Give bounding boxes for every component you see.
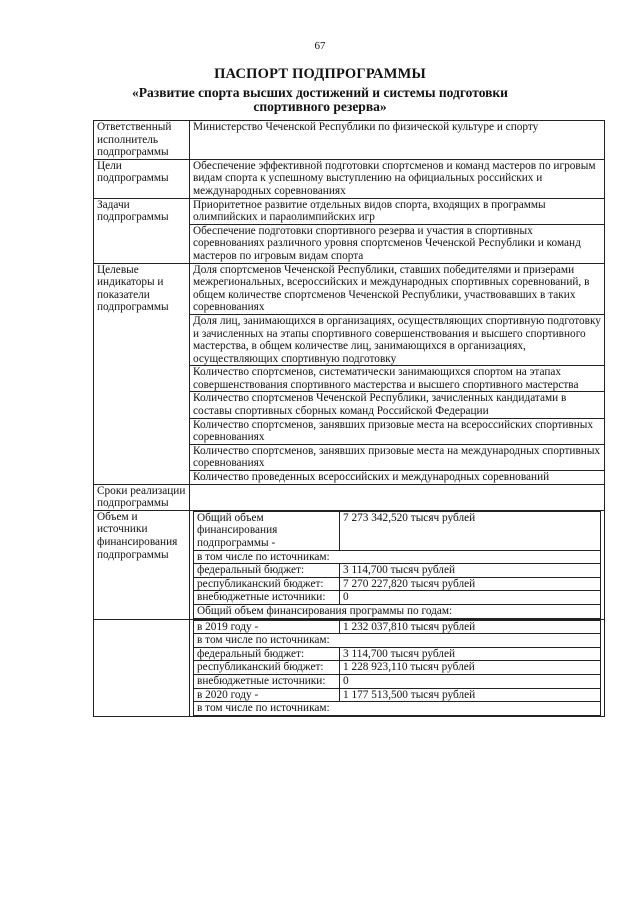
indicator-item: Количество спортсменов Чеченской Республики, зачисленных кандидатами в составы спортивных сборных команд Российской Федерации — [190, 392, 605, 418]
row-financing-years — [94, 619, 605, 716]
y2019-extra-label: внебюджетные источники: — [194, 674, 340, 688]
indicator-item: Доля спортсменов Чеченской Республики, ставших победителями и призерами межрегиональных, всероссийских и международных спортивных соревнований, в общем количестве спортсменов Чеченской Республики, участвовавших в таких соревнованиях — [190, 263, 605, 314]
y2019-value: 1 232 037,810 тысяч рублей — [340, 620, 601, 634]
task-item: Обеспечение подготовки спортивного резерва и участия в спортивных соревнованиях различного уровня спортсменов Чеченской Республики и команд мастеров по игровым видам спорта — [190, 224, 605, 263]
total-value: 7 273 342,520 тысяч рублей — [340, 511, 601, 550]
total-label: Общий объем финансирования подпрограммы - — [194, 511, 340, 550]
row-indicators — [94, 263, 605, 314]
sources-label: в том числе по источникам: — [194, 550, 601, 564]
indicator-item: Количество спортсменов, занявших призовые места на всероссийских спортивных соревнованиях — [190, 418, 605, 444]
republic-value: 7 270 227,820 тысяч рублей — [340, 577, 601, 591]
label-responsible: Ответственный исполнитель подпрограммы — [94, 121, 190, 160]
by-years-label: Общий объем финансирования программы по годам: — [194, 604, 601, 618]
row-goals — [94, 159, 605, 198]
y2020-sources-label: в том числе по источникам: — [194, 702, 601, 716]
financing-cell — [190, 510, 605, 619]
label-empty — [94, 619, 190, 716]
value-terms — [190, 484, 605, 510]
y2020-label: в 2020 году - — [194, 688, 340, 702]
indicator-item: Количество спортсменов, занявших призовые места на международных спортивных соревнованиях — [190, 444, 605, 470]
passport-table — [93, 120, 605, 717]
indicator-item: Количество спортсменов, систематически занимающихся спортом на этапах совершенствования спортивного мастерства и высшего спортивного мастерства — [190, 366, 605, 392]
extra-label: внебюджетные источники: — [194, 591, 340, 605]
years-cell — [190, 619, 605, 716]
document-title: ПАСПОРТ ПОДПРОГРАММЫ — [214, 66, 426, 82]
y2019-sources-label: в том числе по источникам: — [194, 634, 601, 648]
page-number: 67 — [314, 40, 326, 52]
y2019-federal-label: федеральный бюджет: — [194, 647, 340, 661]
y2020-value: 1 177 513,500 тысяч рублей — [340, 688, 601, 702]
y2019-label: в 2019 году - — [194, 620, 340, 634]
task-item: Приоритетное развитие отдельных видов спорта, входящих в программы олимпийских и параолимпийских игр — [190, 198, 605, 224]
republic-label: республиканский бюджет: — [194, 577, 340, 591]
indicator-item: Количество проведенных всероссийских и международных соревнований — [190, 471, 605, 485]
label-financing: Объем и источники финансирования подпрограммы — [94, 510, 190, 619]
value-goals: Обеспечение эффективной подготовки спортсменов и команд мастеров по игровым видам спорта к успешному выступлению на официальных российских и международных соревнованиях — [190, 159, 605, 198]
label-indicators: Целевые индикаторы и показатели подпрограммы — [94, 263, 190, 484]
federal-label: федеральный бюджет: — [194, 564, 340, 578]
document-subtitle: «Развитие спорта высших достижений и системы подготовки спортивного резерва» — [132, 85, 508, 114]
value-responsible: Министерство Чеченской Республики по физической культуре и спорту — [190, 121, 605, 160]
years-table — [193, 620, 601, 716]
y2019-federal-value: 3 114,700 тысяч рублей — [340, 647, 601, 661]
y2019-extra-value: 0 — [340, 674, 601, 688]
row-responsible — [94, 121, 605, 160]
row-terms — [94, 484, 605, 510]
indicator-item: Доля лиц, занимающихся в организациях, осуществляющих спортивную подготовку и зачисленных на этапы спортивного совершенствования и высшего спортивного мастерства, в общем количестве лиц, занимающихся в организациях, осуществляющих спортивную подготовку — [190, 314, 605, 365]
row-financing — [94, 510, 605, 619]
extra-value: 0 — [340, 591, 601, 605]
label-terms: Сроки реализации подпрограммы — [94, 484, 190, 510]
label-tasks: Задачи подпрограммы — [94, 198, 190, 263]
federal-value: 3 114,700 тысяч рублей — [340, 564, 601, 578]
row-tasks — [94, 198, 605, 224]
financing-table — [193, 511, 601, 619]
y2019-republic-label: республиканский бюджет: — [194, 661, 340, 675]
label-goals: Цели подпрограммы — [94, 159, 190, 198]
y2019-republic-value: 1 228 923,110 тысяч рублей — [340, 661, 601, 675]
